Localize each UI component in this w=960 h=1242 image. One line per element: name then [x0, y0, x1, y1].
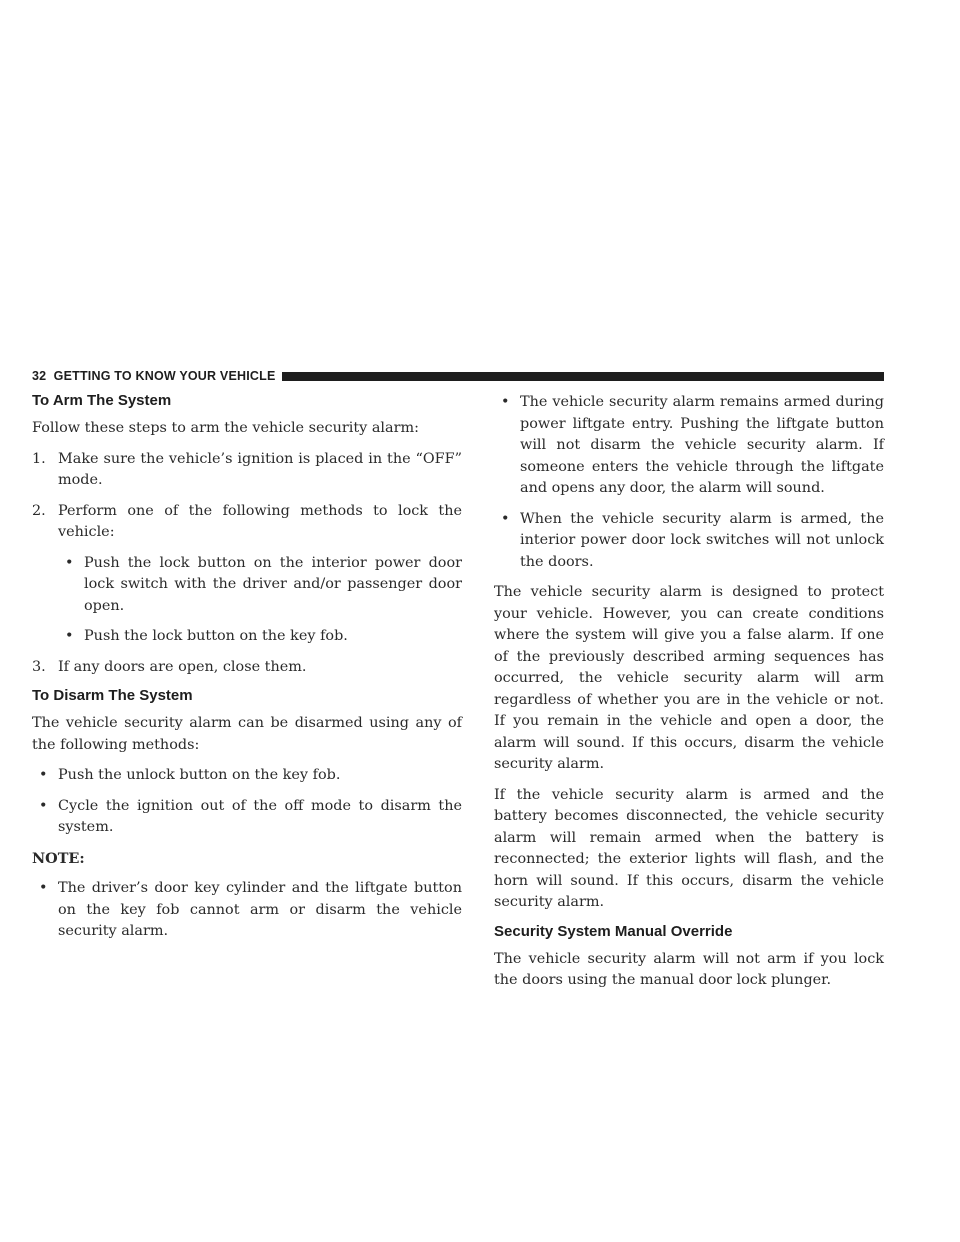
bullet-icon: •	[65, 628, 74, 644]
disarm-intro: The vehicle security alarm can be disarmed using any of the following methods:	[32, 715, 462, 753]
header-rule	[282, 372, 885, 381]
bullet-icon: •	[501, 510, 510, 527]
arm-method-1: • Push the lock button on the interior power door lock switch with the driver and/or passenger door open.	[65, 554, 462, 614]
note-label: NOTE:	[32, 849, 85, 867]
note-bullet-2: • The vehicle security alarm remains armed during power liftgate entry. Pushing the liftgate button will not disarm the vehicle security alarm. If someone enters the vehicle through the liftgate and opens any door, the alarm will sound.	[501, 394, 884, 496]
right-column	[494, 392, 884, 1001]
disarm-heading: To Disarm The System	[32, 687, 193, 704]
page-header-label	[32, 369, 276, 383]
arm-step-2: 2. Perform one of the following methods to lock the vehicle:	[32, 502, 462, 540]
disarm-bullet-2: • Cycle the ignition out of the off mode to disarm the system.	[39, 797, 462, 835]
arm-intro: Follow these steps to arm the vehicle security alarm:	[32, 420, 419, 436]
bullet-icon: •	[65, 554, 74, 571]
page-header	[32, 368, 884, 384]
page-number: 32	[32, 369, 47, 383]
arm-step-3: 3. If any doors are open, close them.	[32, 658, 307, 675]
bullet-icon: •	[39, 797, 48, 814]
bullet-icon: •	[501, 394, 510, 410]
arm-step-1: 1. Make sure the vehicle’s ignition is placed in the “OFF” mode.	[32, 450, 462, 488]
arm-method-2: • Push the lock button on the key fob.	[32, 626, 462, 648]
bullet-icon: •	[39, 767, 48, 783]
override-heading: Security System Manual Override	[494, 922, 733, 940]
false-alarm-paragraph: The vehicle security alarm is designed to protect your vehicle. However, you can create conditions where the system will give you a false alarm. If one of the previously described arming sequences has occurred, the vehicle security alarm will arm regardless of whether you are in the vehicle or not. If you remain in the vehicle and open a door, the alarm will sound. If this occurs, disarm the vehicle security alarm.	[494, 584, 884, 772]
bullet-icon: •	[39, 880, 48, 896]
override-text: The vehicle security alarm will not arm if you lock the doors using the manual door lock plunger.	[494, 950, 884, 988]
left-column	[32, 392, 462, 952]
arm-heading: To Arm The System	[32, 392, 172, 409]
disarm-bullet-1: • Push the unlock button on the key fob.	[32, 765, 462, 787]
section-title: GETTING TO KNOW YOUR VEHICLE	[53, 369, 276, 383]
battery-paragraph: If the vehicle security alarm is armed and the battery becomes disconnected, the vehicle security alarm will remain armed when the battery is reconnected; the exterior lights will flash, and the horn will sound. If this occurs, disarm the vehicle security alarm.	[494, 786, 884, 910]
note-bullet-1: • The driver’s door key cylinder and the liftgate button on the key fob cannot arm or disarm the vehicle security alarm.	[39, 880, 462, 939]
note-bullet-3: • When the vehicle security alarm is armed, the interior power door lock switches will not unlock the doors.	[501, 510, 884, 570]
